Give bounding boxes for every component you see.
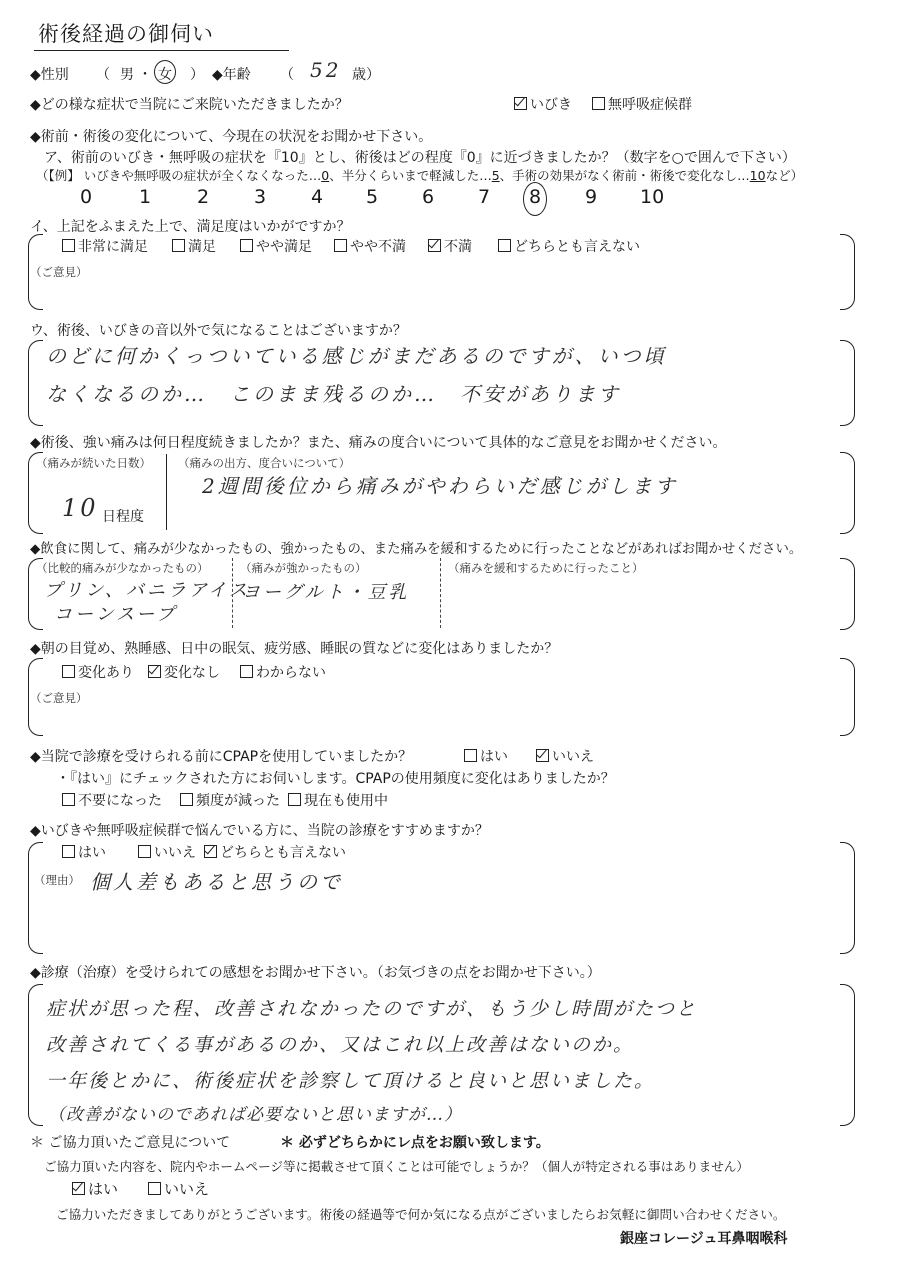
scale-number[interactable]: 1 [139, 186, 152, 208]
q5-bracket-right [840, 452, 855, 534]
scale-number[interactable]: 5 [366, 186, 379, 208]
q2-example-5: 5 [491, 168, 500, 183]
checkbox-icon[interactable] [464, 749, 477, 762]
footer-note2: ご協力頂いた内容を、院内やホームページ等に掲載させて頂くことは可能でしょうか？（個人が特定される事はありません） [44, 1159, 749, 1174]
gender-male[interactable]: 男 [120, 67, 134, 83]
q2-example-prefix: （【例】 いびきや無呼吸の症状が全くなくなった… [36, 168, 322, 183]
scale-number[interactable]: 0 [80, 186, 93, 208]
q8-option-label: はい [480, 749, 508, 765]
q2-example-mid: 、半分くらいまで軽減した… [329, 168, 492, 183]
q7-opinion-label: （ご意見） [30, 691, 88, 705]
scale-number[interactable]: 3 [254, 186, 267, 208]
footer-option-label: いいえ [164, 1180, 210, 1198]
option-label: いいえ [154, 845, 196, 861]
q8-sub-text: ・『はい』にチェックされた方にお伺いします。CPAPの使用頻度に変化はありましたか？ [56, 771, 615, 787]
q3-opinion-label: （ご意見） [30, 265, 88, 279]
q3-bracket-right [840, 234, 855, 310]
q6-strong-answer[interactable]: ヨーグルト・豆乳 [242, 582, 410, 603]
scale-number[interactable]: 8 [529, 186, 542, 208]
scale-number[interactable]: 10 [640, 186, 665, 208]
checkbox-icon[interactable] [180, 793, 193, 806]
q1-option-label: いびき [530, 97, 572, 113]
age-open: （ [280, 67, 294, 83]
checkbox-icon[interactable] [536, 749, 549, 762]
q7-options-item[interactable] [148, 662, 220, 682]
q9-bracket-right [840, 842, 855, 954]
q2-text: ◆術前・術後の変化について、今現在の状況をお聞かせ下さい。 [30, 129, 433, 145]
q2-example [36, 166, 803, 184]
checkbox-icon[interactable] [138, 845, 151, 858]
q1-option-snoring[interactable] [514, 94, 572, 114]
checkbox-icon[interactable] [172, 239, 185, 252]
q4-answer-line1[interactable]: のどに何かくっついている感じがまだあるのですが、いつ頃 [46, 344, 667, 368]
scale-number[interactable]: 2 [197, 186, 210, 208]
scale-number[interactable]: 9 [585, 186, 598, 208]
checkbox-icon[interactable] [592, 97, 605, 110]
option-label: わからない [256, 665, 326, 681]
scale-number[interactable]: 6 [422, 186, 435, 208]
option-label: 現在も使用中 [304, 793, 388, 809]
q8-option-yes[interactable] [464, 746, 508, 766]
q4-text: ウ、術後、いびきの音以外で気になることはございますか？ [30, 323, 407, 339]
page-title: 術後経過の御伺い [38, 22, 214, 46]
option-label: 不満 [444, 239, 472, 255]
q10-text: ◆診療（治療）を受けられての感想をお聞かせ下さい。（お気づきの点をお聞かせ下さい。） [30, 965, 601, 981]
footer-option-no[interactable] [148, 1178, 209, 1199]
q5-days-label: （痛みが続いた日数） [36, 456, 151, 470]
q9-reason-answer[interactable]: 個人差もあると思うので [90, 870, 343, 894]
q7-options-item[interactable] [240, 662, 326, 682]
gender-open: （ [96, 67, 110, 83]
q2-sub-a: ア、術前のいびき・無呼吸の症状を『10』とし、術後はどの程度『0』に近づきましたか？（数字を○で囲んで下さい） [44, 150, 796, 166]
option-label: どちらとも言えない [514, 239, 640, 255]
option-label: やや満足 [256, 239, 312, 255]
q5-divider [166, 454, 167, 530]
q3-options-item[interactable] [498, 236, 640, 256]
q8-sub-options-item[interactable] [62, 790, 162, 810]
checkbox-icon[interactable] [62, 845, 75, 858]
q9-reason-label: （理由） [34, 873, 80, 887]
q6-less-answer2[interactable]: コーンスープ [54, 604, 178, 625]
q7-text: ◆朝の目覚め、熟睡感、日中の眠気、疲労感、睡眠の質などに変化はありましたか？ [30, 641, 559, 657]
checkbox-icon[interactable] [72, 1182, 85, 1195]
q3-options-item[interactable] [428, 236, 472, 256]
option-label: 満足 [188, 239, 216, 255]
option-label: 変化なし [164, 665, 220, 681]
q10-answer-line4[interactable]: （改善がないのであれば必要ないと思いますが…） [48, 1105, 462, 1125]
q4-answer-line2[interactable]: なくなるのか… このまま残るのか… 不安があります [46, 382, 621, 406]
option-label: 変化あり [78, 665, 134, 681]
q4-bracket-right [840, 340, 855, 426]
q1-text: ◆どの様な症状で当院にご来院いただきましたか？ [30, 97, 349, 113]
q9-options-item[interactable] [62, 842, 106, 862]
q9-options-item[interactable] [204, 842, 346, 862]
footer-option-yes[interactable] [72, 1178, 118, 1199]
gender-female[interactable]: 女 [158, 67, 172, 83]
q3-bracket-left [28, 234, 43, 310]
q6-relief-label: （痛みを緩和するために行ったこと） [448, 561, 644, 575]
q4-bracket-left [28, 340, 43, 426]
option-label: 非常に満足 [78, 239, 148, 255]
footer-note1b: ＊ 必ずどちらかにレ点をお願い致します。 [280, 1135, 550, 1151]
q7-options-item[interactable] [62, 662, 134, 682]
checkbox-icon[interactable] [148, 1182, 161, 1195]
age-unit: 歳） [352, 67, 380, 83]
q9-text: ◆いびきや無呼吸症候群で悩んでいる方に、当院の診療をすすめますか？ [30, 823, 489, 839]
q2-example-mid2: 、手術の効果がなく術前・術後で変化なし… [499, 168, 750, 183]
q10-bracket-right [840, 984, 855, 1126]
option-label: はい [78, 845, 106, 861]
age-label: ◆年齢 [212, 67, 251, 83]
q2-example-10: 10 [749, 168, 766, 183]
clinic-name: 銀座コレージュ耳鼻咽喉科 [620, 1231, 788, 1247]
option-label: どちらとも言えない [220, 845, 346, 861]
q5-degree-answer[interactable]: 2週間後位から痛みがやわらいだ感じがします [202, 474, 678, 498]
q3-options-item[interactable] [240, 236, 312, 256]
q10-bracket-left [28, 984, 43, 1126]
gender-dot: ・ [138, 67, 152, 83]
option-label: 不要になった [78, 793, 162, 809]
gender-close: ） [190, 67, 204, 83]
checkbox-icon[interactable] [498, 239, 511, 252]
q8-text: ◆当院で診療を受けられる前にCPAPを使用していましたか？ [30, 749, 413, 765]
q8-sub-options-item[interactable] [288, 790, 388, 810]
q7-bracket-right [840, 658, 855, 736]
age-value[interactable]: 52 [310, 58, 342, 82]
q10-answer-line3[interactable]: 一年後とかに、術後症状を診察して頂けると良いと思いました。 [46, 1070, 656, 1092]
footer-option-label: はい [88, 1180, 119, 1198]
q1-option-apnea[interactable] [592, 94, 692, 114]
scale-number[interactable]: 4 [311, 186, 324, 208]
q10-answer-line2[interactable]: 改善されてくる事があるのか、又はこれ以上改善はないのか。 [46, 1034, 635, 1056]
checkbox-icon[interactable] [428, 239, 441, 252]
q6-strong-label: （痛みが強かったもの） [240, 561, 367, 575]
q3-options-item[interactable] [62, 236, 148, 256]
q3-options-item[interactable] [334, 236, 406, 256]
q6-less-label: （比較的痛みが少なかったもの） [36, 561, 209, 575]
option-label: やや不満 [350, 239, 406, 255]
checkbox-icon[interactable] [62, 793, 75, 806]
q7-bracket-left [28, 658, 43, 736]
q1-option-label: 無呼吸症候群 [608, 97, 692, 113]
q10-answer-line1[interactable]: 症状が思った程、改善されなかったのですが、もう少し時間がたつと [46, 998, 698, 1020]
q5-degree-label: （痛みの出方、度合いについて） [178, 456, 351, 470]
q3-text: イ、上記をふまえた上で、満足度はいかがですか？ [30, 219, 351, 235]
gender-female-circle [154, 60, 176, 84]
q6-less-answer1[interactable]: プリン、バニラアイス [44, 580, 251, 601]
q5-text: ◆術後、強い痛みは何日程度続きましたか？また、痛みの度合いについて具体的なご意見をお聞かせください。 [30, 435, 727, 451]
checkbox-icon[interactable] [514, 97, 527, 110]
q6-divider-1 [232, 558, 233, 628]
option-label: 頻度が減った [196, 793, 280, 809]
checkbox-icon[interactable] [334, 239, 347, 252]
q5-days-unit: 日程度 [102, 509, 144, 525]
scale-selected-circle [523, 182, 547, 216]
checkbox-icon[interactable] [288, 793, 301, 806]
checkbox-icon[interactable] [240, 665, 253, 678]
checkbox-icon[interactable] [204, 845, 217, 858]
q6-text: ◆飲食に関して、痛みが少なかったもの、強かったもの、また痛みを緩和するために行ったことなどがあればお聞かせください。 [30, 542, 803, 557]
q2-example-0: 0 [321, 168, 330, 183]
gender-label: ◆性別 [30, 67, 69, 83]
footer-thanks: ご協力いただきましてありがとうございます。術後の経過等で何か気になる点がございましたらお気軽に御問い合わせください。 [56, 1207, 786, 1222]
q6-divider-2 [440, 558, 441, 628]
footer-note1a: ＊ ご協力頂いたご意見について [30, 1135, 231, 1151]
checkbox-icon[interactable] [240, 239, 253, 252]
q9-bracket-left [28, 842, 43, 954]
q8-option-label: いいえ [552, 749, 594, 765]
checkbox-icon[interactable] [148, 665, 161, 678]
title-underline [34, 50, 289, 51]
scale-number[interactable]: 7 [478, 186, 491, 208]
q3-options-item[interactable] [172, 236, 216, 256]
q8-sub-options-item[interactable] [180, 790, 280, 810]
q2-example-suffix: など） [765, 168, 804, 183]
q8-option-no[interactable] [536, 746, 594, 766]
checkbox-icon[interactable] [62, 665, 75, 678]
q9-options-item[interactable] [138, 842, 196, 862]
q5-days-value[interactable]: 10 [62, 494, 99, 522]
q6-bracket-right [840, 558, 855, 630]
checkbox-icon[interactable] [62, 239, 75, 252]
